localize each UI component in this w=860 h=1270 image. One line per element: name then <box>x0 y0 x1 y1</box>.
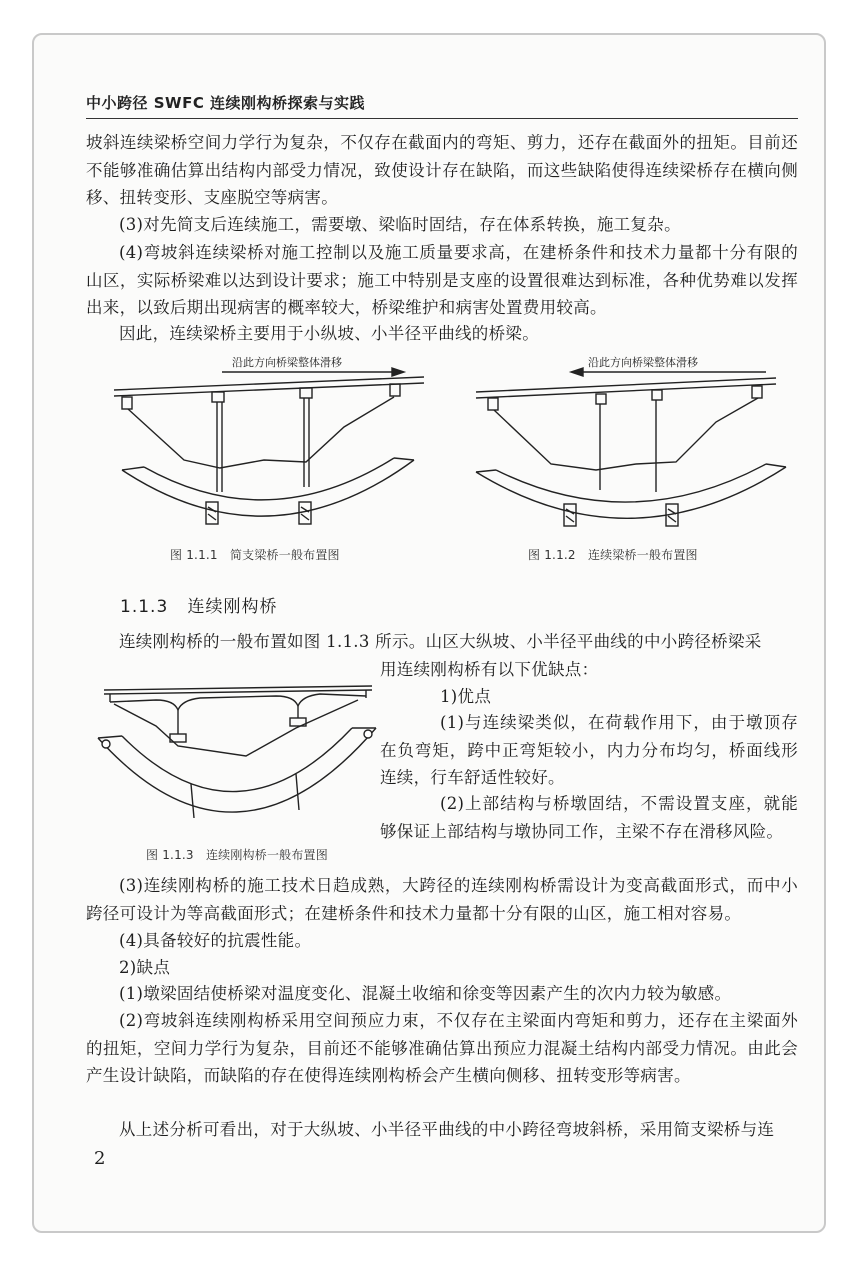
header-rule <box>86 118 798 119</box>
figure-simple-span-bridge <box>104 352 434 542</box>
page-number: 2 <box>94 1148 106 1169</box>
right-line-1: 用连续刚构桥有以下优缺点： <box>380 660 599 679</box>
fig2-arrow-label: 沿此方向桥梁整体滑移 <box>588 356 698 369</box>
figure-2-caption: 图 1.1.2 连续梁桥一般布置图 <box>528 548 698 562</box>
disadvantage-2: (2)弯坡斜连续刚构桥采用空间预应力束，不仅存在主梁面内弯矩和剪力，还存在主梁面外的扭矩，空间力学行为复杂，目前还不能够准确估算出预应力混凝土结构内部受力情况。由此会产生设计缺陷，而缺陷的存在使得连续刚构桥会产生横向侧移、扭转变形等病害。 <box>86 1011 798 1085</box>
paragraph-4: 因此，连续梁桥主要用于小纵坡、小半径平曲线的桥梁。 <box>119 324 539 343</box>
figure-1-caption: 图 1.1.1 简支梁桥一般布置图 <box>170 548 340 562</box>
intro-line: 连续刚构桥的一般布置如图 1.1.3 所示。山区大纵坡、小半径平曲线的中小跨径桥梁采 <box>119 632 762 651</box>
section-number: 1.1.3 <box>120 597 169 617</box>
advantage-2: (2)上部结构与桥墩固结，不需设置支座，就能够保证上部结构与墩协同工作，主梁不存在滑移风险。 <box>380 794 798 841</box>
figure-continuous-beam-bridge <box>466 352 796 542</box>
section-heading <box>120 592 277 617</box>
advantages-heading: 1)优点 <box>440 687 492 706</box>
paragraph-rigid-3: (3)连续刚构桥的施工技术日趋成熟，大跨径的连续刚构桥需设计为变高截面形式，而中小跨径可设计为等高截面形式；在建桥条件和技术力量都十分有限的山区，施工相对容易。 <box>86 876 798 923</box>
figure-continuous-rigid-frame <box>96 676 378 838</box>
fig1-arrow-label: 沿此方向桥梁整体滑移 <box>232 356 342 369</box>
advantage-1: (1)与连续梁类似，在荷载作用下，由于墩顶存在负弯矩，跨中正弯矩较小，内力分布均匀，桥面线形连续，行车舒适性较好。 <box>380 713 798 787</box>
section-title: 连续刚构桥 <box>187 597 278 617</box>
paragraph-1: 坡斜连续梁桥空间力学行为复杂，不仅存在截面内的弯矩、剪力，还存在截面外的扭矩。目前还不能够准确估算出结构内部受力情况，致使设计存在缺陷，而这些缺陷使得连续梁桥存在横向侧移、扭转变形、支座脱空等病害。 <box>86 133 798 207</box>
paragraph-2: (3)对先简支后连续施工，需要墩、梁临时固结，存在体系转换，施工复杂。 <box>119 215 681 234</box>
disadvantages-heading: 2)缺点 <box>119 958 171 977</box>
paragraph-3: (4)弯坡斜连续梁桥对施工控制以及施工质量要求高，在建桥条件和技术力量都十分有限的山区，实际桥梁难以达到设计要求；施工中特别是支座的设置很难达到标准，各种优势难以发挥出来，以致后期出现病害的概率较大，桥梁维护和病害处置费用较高。 <box>86 243 798 317</box>
paragraph-rigid-4: (4)具备较好的抗震性能。 <box>119 931 312 950</box>
conclusion-line: 从上述分析可看出，对于大纵坡、小半径平曲线的中小跨径弯坡斜桥，采用简支梁桥与连 <box>119 1120 775 1139</box>
disadvantage-1: (1)墩梁固结使桥梁对温度变化、混凝土收缩和徐变等因素产生的次内力较为敏感。 <box>119 984 732 1003</box>
running-header: 中小跨径 SWFC 连续刚构桥探索与实践 <box>86 94 366 112</box>
figure-3-caption: 图 1.1.3 连续刚构桥一般布置图 <box>146 848 328 862</box>
